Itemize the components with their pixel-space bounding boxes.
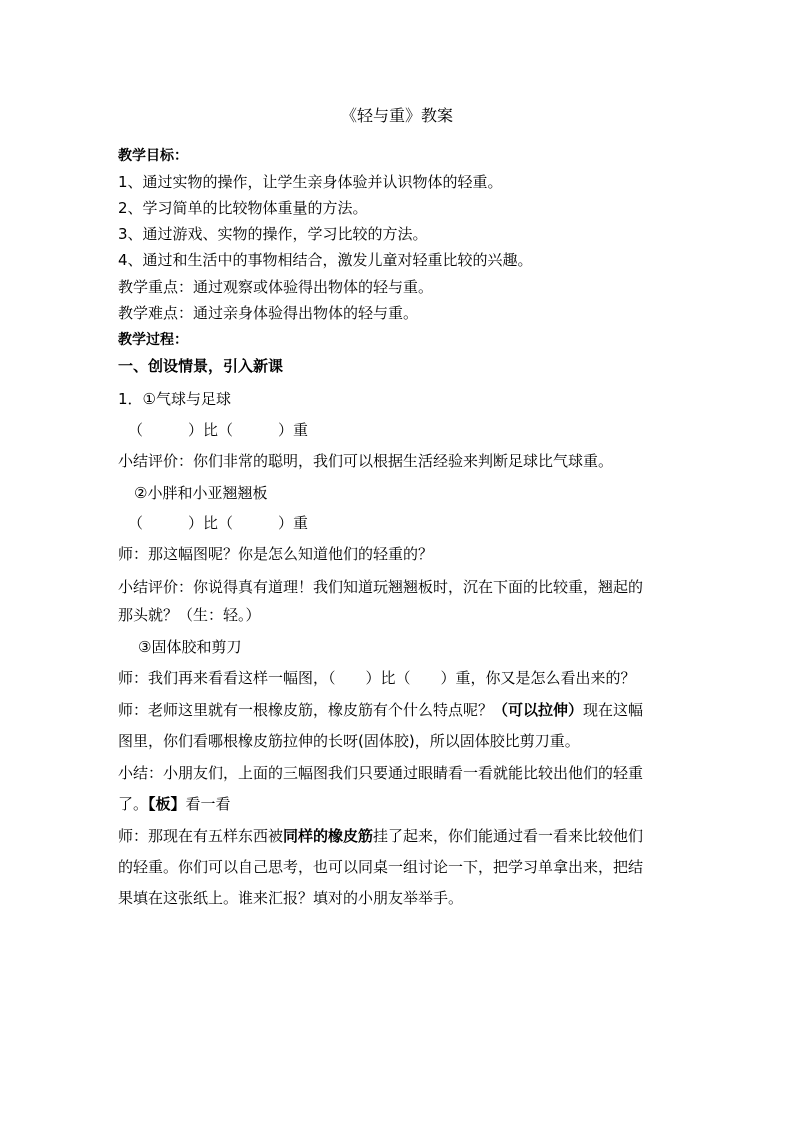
teacher-rubber-band-line-1: 师：老师这里就有一根橡皮筋，橡皮筋有个什么特点呢？（可以拉伸）现在这幅 [118,701,644,719]
section-heading: 一、创设情景，引入新课 [118,357,284,375]
objective-item: 1、通过实物的操作，让学生亲身体验并认识物体的轻重。 [118,173,503,191]
item-glue-scissors: ③固体胶和剪刀 [138,638,242,656]
fill-blank: （ ）比（ ）重 [128,514,309,532]
summary-2-line-1: 小结评价：你说得真有道理！我们知道玩翘翘板时，沉在下面的比较重，翘起的 [118,578,644,596]
key-point: 教学重点：通过观察或体验得出物体的轻与重。 [118,278,434,296]
teacher-five-objects-line-1: 师：那现在有五样东西被同样的橡皮筋挂了起来，你们能通过看一看来比较他们 [118,827,644,845]
summary-1: 小结评价：你们非常的聪明，我们可以根据生活经验来判断足球比气球重。 [118,452,614,470]
teacher-five-objects-line-2: 的轻重。你们可以自己思考，也可以同桌一组讨论一下，把学习单拿出来，把结 [118,858,644,876]
item-seesaw: ②小胖和小亚翘翘板 [134,484,268,502]
process-heading: 教学过程： [118,332,188,348]
summary-2-line-2: 那头就？（生：轻。） [118,606,261,624]
objective-item: 3、通过游戏、实物的操作，学习比较的方法。 [118,225,428,243]
summary-3-line-2: 了。【板】看一看 [118,795,231,813]
doc-title: 《轻与重》教案 [340,106,453,125]
teacher-rubber-band-line-2: 图里，你们看哪根橡皮筋拉伸的长呀(固体胶)，所以固体胶比剪刀重。 [118,732,580,750]
difficulty: 教学难点：通过亲身体验得出物体的轻与重。 [118,304,419,322]
teacher-question: 师：那这幅图呢？你是怎么知道他们的轻重的？ [118,545,434,563]
summary-3-line-1: 小结：小朋友们，上面的三幅图我们只要通过眼睛看一看就能比较出他们的轻重 [118,764,644,782]
teacher-question: 师：我们再来看看这样一幅图，（ ）比（ ）重，你又是怎么看出来的？ [118,669,636,687]
objective-item: 2、学习简单的比较物体重量的方法。 [118,199,368,217]
objectives-heading: 教学目标： [118,148,188,164]
fill-blank: （ ）比（ ）重 [128,421,309,439]
teacher-five-objects-line-3: 果填在这张纸上。谁来汇报？填对的小朋友举举手。 [118,889,464,907]
objective-item: 4、通过和生活中的事物相结合，激发儿童对轻重比较的兴趣。 [118,251,533,269]
item-balloon-football: 1．①气球与足球 [118,390,231,408]
